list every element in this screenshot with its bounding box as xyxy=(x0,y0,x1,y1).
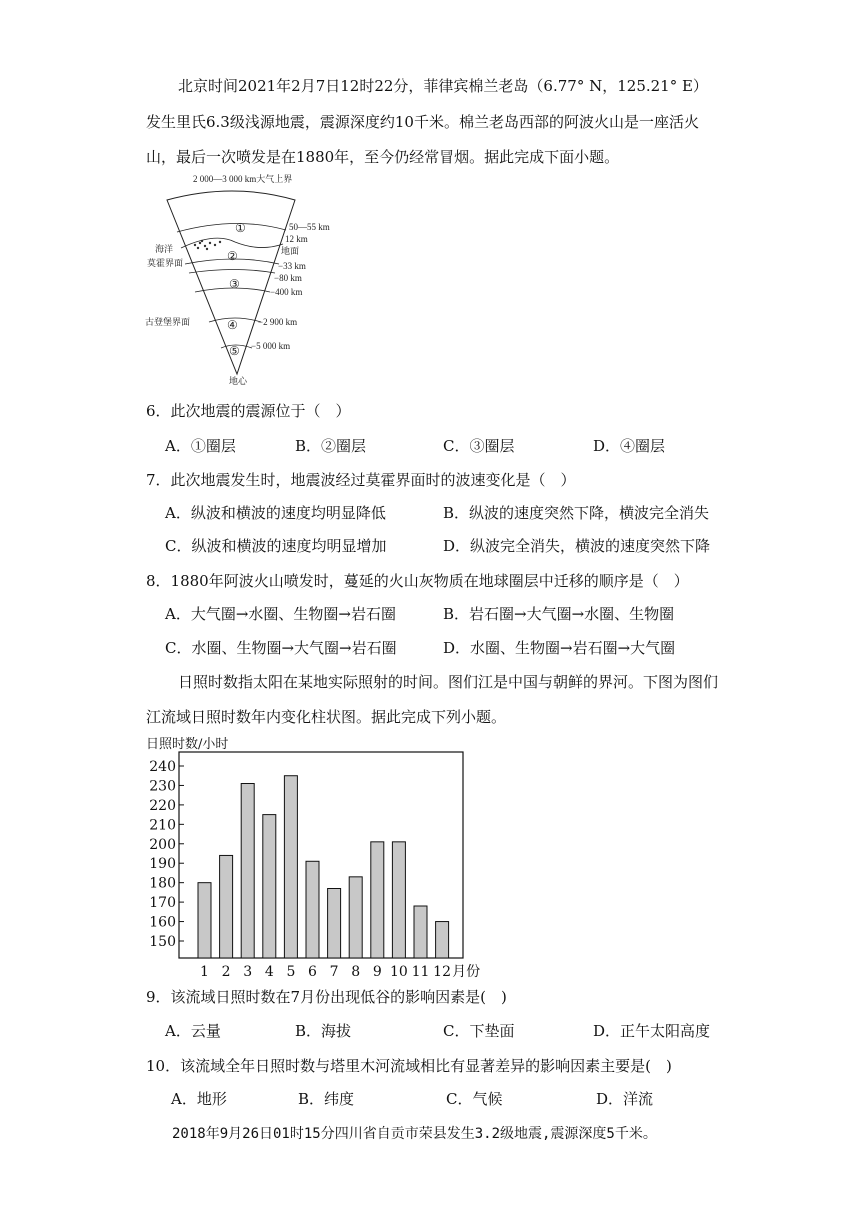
q8-option-a[interactable]: A．大气圈→水圈、生物圈→岩石圈 xyxy=(165,605,396,623)
q6-option-b[interactable]: B．②圈层 xyxy=(295,437,367,455)
x-tick-label: 3 xyxy=(243,964,253,978)
layer-2-label: ② xyxy=(227,249,238,263)
q10-option-a[interactable]: A．地形 xyxy=(171,1090,227,1108)
label-33km: −33 km xyxy=(278,261,306,271)
y-tick-label: 240 xyxy=(149,759,176,775)
x-tick-label: 6 xyxy=(308,964,317,978)
x-tick-label: 5 xyxy=(286,964,296,978)
passage1-line1: 北京时间2021年2月7日12时22分，菲律宾棉兰老岛（6.77° N，125.21° E） xyxy=(178,77,708,95)
label-12km: 12 km xyxy=(285,234,308,244)
q7-option-d[interactable]: D．纵波完全消失，横波的速度突然下降 xyxy=(443,537,711,555)
bar-month-2 xyxy=(220,855,233,958)
bar-month-5 xyxy=(284,776,297,958)
q8-option-d[interactable]: D．水圈、生物圈→岩石圈→大气圈 xyxy=(443,639,676,657)
label-gutenberg: 古登堡界面 xyxy=(145,317,191,327)
passage2-line1: 日照时数指太阳在某地实际照射的时间。图们江是中国与朝鲜的界河。下图为图们 xyxy=(178,673,719,691)
layer-1-label: ① xyxy=(235,221,246,235)
label-2900km: −2 900 km xyxy=(258,317,298,327)
y-tick-label: 160 xyxy=(149,914,176,931)
q9-option-c[interactable]: C．下垫面 xyxy=(443,1022,515,1040)
y-tick-label: 180 xyxy=(149,875,176,892)
q9-option-b[interactable]: B．海拔 xyxy=(295,1022,352,1040)
x-tick-label: 7 xyxy=(329,964,339,978)
q10-option-d[interactable]: D．洋流 xyxy=(596,1090,654,1108)
x-tick-label: 10 xyxy=(389,964,408,978)
q6-option-a[interactable]: A．①圈层 xyxy=(165,437,236,455)
q10-option-c[interactable]: C．气候 xyxy=(446,1090,503,1108)
passage1-line3: 山，最后一次喷发是在1880年，至今仍经常冒烟。据此完成下面小题。 xyxy=(146,148,620,166)
y-tick-label: 190 xyxy=(149,856,176,873)
bar-month-10 xyxy=(392,842,405,958)
x-tick-label: 11 xyxy=(411,964,430,978)
label-50-55km: 50—55 km xyxy=(289,222,330,232)
x-axis-unit-label: 月份 xyxy=(452,964,481,978)
q8-option-b[interactable]: B．岩石圈→大气圈→水圈、生物圈 xyxy=(443,605,675,623)
label-ground: 地面 xyxy=(281,246,300,256)
q6-option-d[interactable]: D．④圈层 xyxy=(593,437,666,455)
layer-3-label: ③ xyxy=(229,277,240,291)
q10-option-b[interactable]: B．纬度 xyxy=(298,1090,355,1108)
bar-month-7 xyxy=(328,889,341,959)
passage2-line2: 江流域日照时数年内变化柱状图。据此完成下列小题。 xyxy=(146,708,507,726)
label-ocean: 海洋 xyxy=(155,244,174,254)
x-tick-label: 8 xyxy=(351,964,361,978)
chart-y-axis-label: 日照时数/小时 xyxy=(146,737,229,752)
q6-option-c[interactable]: C．③圈层 xyxy=(443,437,515,455)
bar-month-8 xyxy=(349,877,362,958)
x-tick-label: 4 xyxy=(264,964,274,978)
q8-stem: 8．1880年阿波火山喷发时，蔓延的火山灰物质在地球圈层中迁移的顺序是（ ） xyxy=(146,572,689,590)
y-tick-label: 200 xyxy=(149,836,176,853)
label-80km: −80 km xyxy=(274,273,302,283)
passage3-line: 2018年9月26日01时15分四川省自贡市荣县发生3.2级地震,震源深度5千米。 xyxy=(172,1126,657,1142)
y-tick-label: 150 xyxy=(149,934,176,950)
x-tick-label: 9 xyxy=(372,964,382,978)
y-tick-label: 210 xyxy=(149,817,176,834)
q7-option-b[interactable]: B．纵波的速度突然下降，横波完全消失 xyxy=(443,504,710,522)
bar-month-1 xyxy=(198,883,211,958)
x-tick-label: 2 xyxy=(221,964,231,978)
q9-option-d[interactable]: D．正午太阳高度 xyxy=(593,1022,711,1040)
bar-month-12 xyxy=(436,922,449,958)
q7-option-a[interactable]: A．纵波和横波的速度均明显降低 xyxy=(165,504,386,522)
sunshine-hours-chart xyxy=(140,728,500,978)
bar-month-4 xyxy=(263,815,276,958)
label-400km: −400 km xyxy=(270,287,303,297)
bar-month-11 xyxy=(414,906,427,958)
layer-5-label: ⑤ xyxy=(229,344,240,358)
y-tick-label: 220 xyxy=(149,797,176,814)
q8-option-c[interactable]: C．水圈、生物圈→大气圈→岩石圈 xyxy=(165,639,397,657)
y-tick-label: 170 xyxy=(149,895,176,912)
q7-stem: 7．此次地震发生时，地震波经过莫霍界面时的波速变化是（ ） xyxy=(146,471,576,489)
bar-month-9 xyxy=(371,842,384,958)
bar-month-3 xyxy=(241,784,254,959)
q6-stem: 6．此次地震的震源位于（ ） xyxy=(146,402,351,420)
bar-month-6 xyxy=(306,861,319,958)
diagram-top-label: 2 000—3 000 km大气上界 xyxy=(193,174,293,184)
passage1-line2: 发生里氏6.3级浅源地震，震源深度约10千米。棉兰老岛西部的阿波火山是一座活火 xyxy=(146,113,699,131)
y-tick-label: 230 xyxy=(149,778,176,795)
q9-option-a[interactable]: A．云量 xyxy=(165,1022,221,1040)
layer-4-label: ④ xyxy=(227,318,238,332)
label-moho: 莫霍界面 xyxy=(147,258,184,268)
label-earth-center: 地心 xyxy=(229,376,248,386)
x-tick-label: 1 xyxy=(200,964,209,978)
label-5000km: −5 000 km xyxy=(251,341,291,351)
q7-option-c[interactable]: C．纵波和横波的速度均明显增加 xyxy=(165,537,387,555)
q9-stem: 9．该流域日照时数在7月份出现低谷的影响因素是( ) xyxy=(146,988,507,1006)
q10-stem: 10．该流域全年日照时数与塔里木河流域相比有显著差异的影响因素主要是( ) xyxy=(146,1057,672,1075)
earth-layers-diagram xyxy=(145,172,345,387)
x-tick-label: 12 xyxy=(433,964,452,978)
